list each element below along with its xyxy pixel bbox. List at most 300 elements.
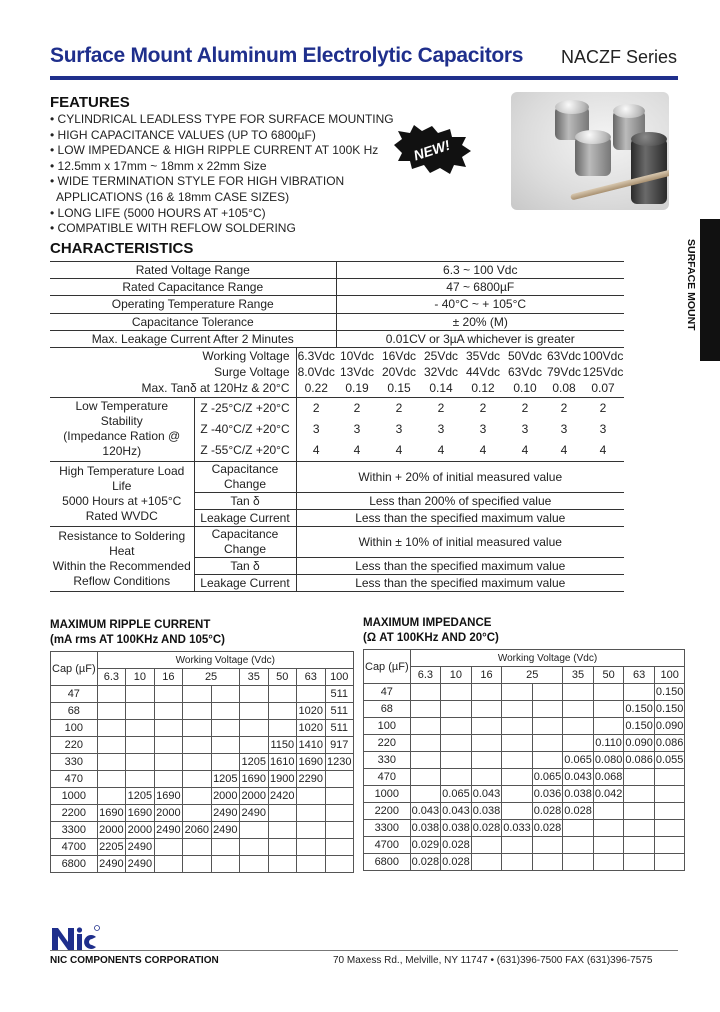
table-row bbox=[51, 788, 354, 805]
value-cell bbox=[183, 737, 211, 754]
cap-cell: 4700 bbox=[364, 837, 411, 854]
voltage-cell: 16 bbox=[471, 667, 502, 684]
ht-value: Less than the specified maximum value bbox=[355, 510, 566, 525]
cap-header: Cap (µF) bbox=[364, 650, 411, 684]
cap-cell: 100 bbox=[364, 718, 411, 735]
value-cell bbox=[654, 786, 685, 803]
value-cell bbox=[154, 737, 182, 754]
table-row bbox=[51, 720, 354, 737]
value-cell bbox=[532, 752, 563, 769]
working-voltage-row bbox=[50, 347, 624, 364]
value-cell bbox=[532, 684, 563, 701]
value-cell bbox=[297, 788, 325, 805]
value-cell bbox=[154, 754, 182, 771]
side-tab-text: SURFACE MOUNT bbox=[685, 239, 697, 331]
value-cell bbox=[297, 805, 325, 822]
value-cell bbox=[563, 701, 594, 718]
value-cell: 2205 bbox=[97, 839, 125, 856]
value-cell bbox=[240, 720, 268, 737]
sv-label: Surge Voltage bbox=[50, 364, 296, 380]
value-cell bbox=[502, 769, 533, 786]
low-temp-row: Z -55°C/Z +20°C 4 4 4 4 4 4 4 4 bbox=[50, 440, 624, 462]
value-cell bbox=[532, 837, 563, 854]
ht-value: Less than 200% of specified value bbox=[369, 493, 552, 508]
value-cell bbox=[593, 803, 624, 820]
cap-cell: 4700 bbox=[51, 839, 98, 856]
voltage-cell: 100 bbox=[325, 669, 354, 686]
value-cell: 0.028 bbox=[441, 854, 472, 871]
table-row bbox=[364, 752, 685, 769]
value-cell bbox=[563, 735, 594, 752]
table-row bbox=[364, 735, 685, 752]
value-cell: 0.090 bbox=[624, 735, 655, 752]
value-cell bbox=[240, 856, 268, 873]
cap-cell: 470 bbox=[364, 769, 411, 786]
value-cell bbox=[183, 771, 211, 788]
value-cell bbox=[502, 837, 533, 854]
value-cell: 0.090 bbox=[654, 718, 685, 735]
value-cell bbox=[624, 684, 655, 701]
impedance-table bbox=[363, 649, 685, 871]
value-cell bbox=[126, 737, 154, 754]
new-badge-text: NEW! bbox=[411, 136, 452, 164]
sv-cell: 32Vdc bbox=[423, 365, 459, 380]
characteristics-heading: CHARACTERISTICS bbox=[50, 240, 194, 257]
value-cell: 0.150 bbox=[654, 684, 685, 701]
sd-param: Tan δ bbox=[194, 557, 296, 574]
voltage-cell: 50 bbox=[268, 669, 296, 686]
value-cell bbox=[441, 752, 472, 769]
value-cell: 1020 bbox=[297, 720, 325, 737]
feature-item: APPLICATIONS (16 & 18mm CASE SIZES) bbox=[50, 189, 290, 204]
value-cell: 1610 bbox=[268, 754, 296, 771]
value-cell bbox=[240, 737, 268, 754]
char-value: ± 20% (M) bbox=[452, 314, 508, 329]
new-badge bbox=[392, 125, 472, 175]
value-cell: 1150 bbox=[268, 737, 296, 754]
value-cell bbox=[183, 839, 211, 856]
value-cell bbox=[97, 703, 125, 720]
value-cell: 1205 bbox=[126, 788, 154, 805]
voltage-cell: 16 bbox=[154, 669, 182, 686]
sv-cell: 13Vdc bbox=[339, 365, 375, 380]
value-cell: 0.086 bbox=[624, 752, 655, 769]
tan-cell: 0.12 bbox=[471, 381, 495, 396]
cap-cell: 330 bbox=[51, 754, 98, 771]
value-cell bbox=[126, 703, 154, 720]
high-temp-label: High Temperature Load Life 5000 Hours at +105°C Rated WVDC bbox=[50, 461, 194, 526]
wv-cell: 35Vdc bbox=[465, 349, 501, 364]
value-cell bbox=[183, 856, 211, 873]
char-row bbox=[50, 262, 624, 279]
value-cell bbox=[593, 820, 624, 837]
cap-cell: 68 bbox=[364, 701, 411, 718]
impedance-title: MAXIMUM IMPEDANCE (Ω AT 100KHz AND 20°C) bbox=[363, 617, 499, 644]
value-cell bbox=[563, 837, 594, 854]
value-cell bbox=[240, 686, 268, 703]
value-cell bbox=[624, 837, 655, 854]
tan-cell: 0.10 bbox=[513, 381, 537, 396]
value-cell: 0.042 bbox=[593, 786, 624, 803]
value-cell: 0.043 bbox=[410, 803, 441, 820]
char-label: Operating Temperature Range bbox=[50, 296, 336, 313]
cap-cell: 1000 bbox=[364, 786, 411, 803]
cap-cell: 47 bbox=[51, 686, 98, 703]
value-cell bbox=[532, 854, 563, 871]
series-name: NACZF Series bbox=[561, 47, 678, 67]
value-cell: 0.038 bbox=[441, 820, 472, 837]
voltage-cell: 100 bbox=[654, 667, 685, 684]
value-cell: 0.029 bbox=[410, 837, 441, 854]
feature-item: • HIGH CAPACITANCE VALUES (UP TO 6800µF) bbox=[50, 127, 316, 142]
table-row bbox=[51, 703, 354, 720]
value-cell bbox=[97, 737, 125, 754]
value-cell: 1690 bbox=[240, 771, 268, 788]
wv-cell: 63Vdc bbox=[546, 349, 582, 364]
value-cell bbox=[183, 703, 211, 720]
cap-cell: 6800 bbox=[364, 854, 411, 871]
value-cell bbox=[211, 856, 239, 873]
value-cell: 0.043 bbox=[563, 769, 594, 786]
tan-cell: 0.22 bbox=[304, 381, 328, 396]
value-cell: 1690 bbox=[154, 788, 182, 805]
value-cell: 0.055 bbox=[654, 752, 685, 769]
sd-param: Capacitance Change bbox=[194, 526, 296, 557]
value-cell bbox=[502, 803, 533, 820]
value-cell bbox=[154, 686, 182, 703]
value-cell bbox=[532, 718, 563, 735]
voltage-cell: 35 bbox=[563, 667, 594, 684]
low-temp-label: Low Temperature Stability (Impedance Ration @ 120Hz) bbox=[50, 397, 194, 461]
value-cell bbox=[410, 769, 441, 786]
value-cell bbox=[154, 720, 182, 737]
char-row bbox=[50, 296, 624, 313]
sd-value: Less than the specified maximum value bbox=[355, 576, 566, 591]
value-cell: 0.065 bbox=[563, 752, 594, 769]
low-temp-row: Low Temperature Stability (Impedance Ration @ 120Hz) Z -25°C/Z +20°C 2 2 2 2 2 2 2 2 bbox=[50, 397, 624, 419]
value-cell bbox=[593, 701, 624, 718]
company-address: 70 Maxess Rd., Melville, NY 11747 • (631)396-7500 FAX (631)396-7575 bbox=[333, 955, 653, 966]
voltage-cell: 25 bbox=[183, 669, 240, 686]
char-label: Max. Leakage Current After 2 Minutes bbox=[50, 330, 336, 347]
cap-cell: 470 bbox=[51, 771, 98, 788]
value-cell bbox=[211, 754, 239, 771]
low-temp-row: Z -40°C/Z +20°C 3 3 3 3 3 3 3 3 bbox=[50, 419, 624, 440]
value-cell bbox=[410, 752, 441, 769]
value-cell: 2000 bbox=[211, 788, 239, 805]
soldering-label: Resistance to Soldering Heat Within the Recommended Reflow Conditions bbox=[50, 526, 194, 591]
value-cell bbox=[240, 839, 268, 856]
value-cell: 2490 bbox=[126, 839, 154, 856]
char-label: Capacitance Tolerance bbox=[50, 313, 336, 330]
voltage-cell: 6.3 bbox=[97, 669, 125, 686]
feature-item: • LOW IMPEDANCE & HIGH RIPPLE CURRENT AT 100K Hz bbox=[50, 143, 379, 158]
ht-param: Tan δ bbox=[194, 492, 296, 509]
value-cell bbox=[654, 820, 685, 837]
value-cell bbox=[297, 856, 325, 873]
wv-header: Working Voltage (Vdc) bbox=[410, 650, 685, 667]
cap-cell: 100 bbox=[51, 720, 98, 737]
value-cell bbox=[410, 718, 441, 735]
feature-item: • WIDE TERMINATION STYLE FOR HIGH VIBRATION bbox=[50, 174, 345, 189]
value-cell: 0.068 bbox=[593, 769, 624, 786]
value-cell: 0.150 bbox=[624, 701, 655, 718]
value-cell bbox=[97, 720, 125, 737]
cap-cell: 3300 bbox=[364, 820, 411, 837]
table-row bbox=[51, 822, 354, 839]
high-temp-row bbox=[50, 461, 624, 492]
value-cell bbox=[297, 839, 325, 856]
voltage-cell: 63 bbox=[297, 669, 325, 686]
cap-cell: 2200 bbox=[51, 805, 98, 822]
table-row bbox=[51, 754, 354, 771]
value-cell: 511 bbox=[325, 720, 354, 737]
value-cell bbox=[502, 684, 533, 701]
value-cell bbox=[97, 686, 125, 703]
tan-cell: 0.19 bbox=[345, 381, 369, 396]
value-cell: 2000 bbox=[126, 822, 154, 839]
value-cell bbox=[325, 788, 354, 805]
wv-cell: 100Vdc bbox=[582, 349, 624, 364]
tan-label: Max. Tanδ at 120Hz & 20°C bbox=[50, 380, 296, 397]
tan-delta-row bbox=[50, 380, 624, 397]
characteristics-table bbox=[50, 261, 624, 592]
value-cell: 2290 bbox=[297, 771, 325, 788]
char-value: 47 ~ 6800µF bbox=[446, 280, 515, 295]
voltage-cell: 25 bbox=[502, 667, 563, 684]
cap-cell: 68 bbox=[51, 703, 98, 720]
value-cell bbox=[268, 805, 296, 822]
char-value: 0.01CV or 3µA whichever is greater bbox=[385, 331, 575, 346]
value-cell bbox=[502, 701, 533, 718]
value-cell bbox=[268, 822, 296, 839]
ht-value: Within + 20% of initial measured value bbox=[358, 469, 563, 484]
sv-cell: 44Vdc bbox=[465, 365, 501, 380]
value-cell bbox=[502, 735, 533, 752]
features-heading: FEATURES bbox=[50, 94, 130, 111]
value-cell bbox=[410, 735, 441, 752]
value-cell bbox=[624, 854, 655, 871]
ht-param: Leakage Current bbox=[194, 509, 296, 526]
value-cell: 1410 bbox=[297, 737, 325, 754]
value-cell bbox=[471, 718, 502, 735]
value-cell bbox=[654, 854, 685, 871]
value-cell: 2490 bbox=[97, 856, 125, 873]
value-cell bbox=[563, 820, 594, 837]
low-temp-cond: Z -40°C/Z +20°C bbox=[194, 419, 296, 440]
value-cell bbox=[211, 720, 239, 737]
wv-label: Working Voltage bbox=[50, 347, 296, 364]
value-cell bbox=[593, 854, 624, 871]
table-row bbox=[51, 856, 354, 873]
value-cell bbox=[654, 769, 685, 786]
cap-cell: 1000 bbox=[51, 788, 98, 805]
company-name: NIC COMPONENTS CORPORATION bbox=[50, 955, 219, 966]
value-cell: 2490 bbox=[126, 856, 154, 873]
value-cell bbox=[471, 701, 502, 718]
value-cell bbox=[154, 856, 182, 873]
value-cell bbox=[624, 786, 655, 803]
value-cell bbox=[593, 837, 624, 854]
sv-cell: 20Vdc bbox=[381, 365, 417, 380]
value-cell bbox=[97, 771, 125, 788]
table-row bbox=[51, 737, 354, 754]
value-cell bbox=[471, 837, 502, 854]
cap-cell: 47 bbox=[364, 684, 411, 701]
value-cell bbox=[154, 703, 182, 720]
table-row bbox=[51, 839, 354, 856]
value-cell bbox=[532, 701, 563, 718]
feature-item: • 12.5mm x 17mm ~ 18mm x 22mm Size bbox=[50, 158, 267, 173]
voltage-cell: 10 bbox=[441, 667, 472, 684]
table-row bbox=[364, 769, 685, 786]
value-cell bbox=[593, 718, 624, 735]
table-row bbox=[51, 686, 354, 703]
voltage-row bbox=[364, 667, 685, 684]
value-cell bbox=[325, 839, 354, 856]
value-cell: 2490 bbox=[154, 822, 182, 839]
table-row bbox=[51, 771, 354, 788]
value-cell bbox=[211, 686, 239, 703]
value-cell bbox=[325, 805, 354, 822]
value-cell bbox=[441, 769, 472, 786]
value-cell bbox=[624, 820, 655, 837]
ripple-title: MAXIMUM RIPPLE CURRENT (mA rms AT 100KHz AND 105°C) bbox=[50, 619, 226, 646]
table-row bbox=[364, 820, 685, 837]
surge-voltage-row bbox=[50, 364, 624, 380]
value-cell bbox=[268, 839, 296, 856]
value-cell: 0.110 bbox=[593, 735, 624, 752]
cap-cell: 3300 bbox=[51, 822, 98, 839]
product-photo bbox=[511, 92, 669, 210]
cap-cell: 330 bbox=[364, 752, 411, 769]
value-cell bbox=[441, 735, 472, 752]
value-cell bbox=[410, 701, 441, 718]
feature-item: • CYLINDRICAL LEADLESS TYPE FOR SURFACE MOUNTING bbox=[50, 112, 394, 126]
value-cell: 2000 bbox=[97, 822, 125, 839]
value-cell: 0.043 bbox=[471, 786, 502, 803]
value-cell bbox=[183, 720, 211, 737]
value-cell bbox=[183, 788, 211, 805]
feature-item: • LONG LIFE (5000 HOURS AT +105°C) bbox=[50, 205, 266, 220]
title-underline bbox=[50, 76, 678, 80]
value-cell: 511 bbox=[325, 686, 354, 703]
soldering-row bbox=[50, 526, 624, 557]
value-cell bbox=[654, 803, 685, 820]
feature-item: • COMPATIBLE WITH REFLOW SOLDERING bbox=[50, 221, 296, 236]
value-cell: 0.086 bbox=[654, 735, 685, 752]
value-cell: 0.028 bbox=[563, 803, 594, 820]
value-cell bbox=[154, 839, 182, 856]
value-cell bbox=[126, 720, 154, 737]
voltage-cell: 50 bbox=[593, 667, 624, 684]
ht-param: Capacitance Change bbox=[194, 461, 296, 492]
value-cell bbox=[268, 686, 296, 703]
cap-cell: 6800 bbox=[51, 856, 98, 873]
value-cell bbox=[502, 718, 533, 735]
low-temp-cond: Z -55°C/Z +20°C bbox=[194, 440, 296, 462]
grid-header-row bbox=[51, 652, 354, 669]
sv-cell: 79Vdc bbox=[546, 365, 582, 380]
value-cell bbox=[211, 839, 239, 856]
wv-cell: 25Vdc bbox=[423, 349, 459, 364]
sv-cell: 8.0Vdc bbox=[297, 365, 335, 380]
page-title: Surface Mount Aluminum Electrolytic Capacitors bbox=[50, 44, 524, 67]
low-temp-cond: Z -25°C/Z +20°C bbox=[194, 397, 296, 419]
value-cell bbox=[502, 854, 533, 871]
value-cell bbox=[183, 686, 211, 703]
value-cell: 0.028 bbox=[410, 854, 441, 871]
char-value: 6.3 ~ 100 Vdc bbox=[443, 263, 518, 278]
value-cell: 0.150 bbox=[624, 718, 655, 735]
value-cell: 2000 bbox=[240, 788, 268, 805]
value-cell bbox=[325, 771, 354, 788]
value-cell bbox=[97, 788, 125, 805]
value-cell: 0.038 bbox=[410, 820, 441, 837]
value-cell bbox=[563, 718, 594, 735]
value-cell bbox=[240, 822, 268, 839]
value-cell bbox=[325, 822, 354, 839]
table-row bbox=[51, 805, 354, 822]
wv-cell: 10Vdc bbox=[339, 349, 375, 364]
value-cell: 917 bbox=[325, 737, 354, 754]
sd-param: Leakage Current bbox=[194, 575, 296, 592]
value-cell bbox=[154, 771, 182, 788]
cap-header: Cap (µF) bbox=[51, 652, 98, 686]
value-cell bbox=[471, 752, 502, 769]
cap-cell: 220 bbox=[364, 735, 411, 752]
value-cell bbox=[410, 684, 441, 701]
value-cell bbox=[593, 684, 624, 701]
table-row bbox=[364, 803, 685, 820]
wv-header: Working Voltage (Vdc) bbox=[97, 652, 353, 669]
table-row bbox=[364, 718, 685, 735]
value-cell: 0.150 bbox=[654, 701, 685, 718]
value-cell bbox=[183, 754, 211, 771]
value-cell bbox=[126, 754, 154, 771]
value-cell bbox=[532, 735, 563, 752]
value-cell bbox=[410, 786, 441, 803]
value-cell: 1205 bbox=[240, 754, 268, 771]
table-row bbox=[364, 684, 685, 701]
voltage-cell: 6.3 bbox=[410, 667, 441, 684]
wv-cell: 16Vdc bbox=[381, 349, 417, 364]
value-cell: 2490 bbox=[240, 805, 268, 822]
value-cell: 0.028 bbox=[532, 803, 563, 820]
value-cell bbox=[126, 771, 154, 788]
value-cell: 0.043 bbox=[441, 803, 472, 820]
value-cell: 1690 bbox=[97, 805, 125, 822]
value-cell: 1230 bbox=[325, 754, 354, 771]
value-cell bbox=[183, 805, 211, 822]
char-label: Rated Voltage Range bbox=[50, 262, 336, 279]
value-cell bbox=[240, 703, 268, 720]
value-cell bbox=[654, 837, 685, 854]
value-cell: 2000 bbox=[154, 805, 182, 822]
table-row bbox=[364, 701, 685, 718]
cap-cell: 220 bbox=[51, 737, 98, 754]
voltage-cell: 10 bbox=[126, 669, 154, 686]
char-row bbox=[50, 330, 624, 347]
value-cell bbox=[268, 856, 296, 873]
value-cell: 0.036 bbox=[532, 786, 563, 803]
value-cell: 2060 bbox=[183, 822, 211, 839]
value-cell bbox=[563, 854, 594, 871]
value-cell: 1020 bbox=[297, 703, 325, 720]
value-cell bbox=[502, 752, 533, 769]
wv-cell: 50Vdc bbox=[507, 349, 543, 364]
value-cell bbox=[624, 803, 655, 820]
